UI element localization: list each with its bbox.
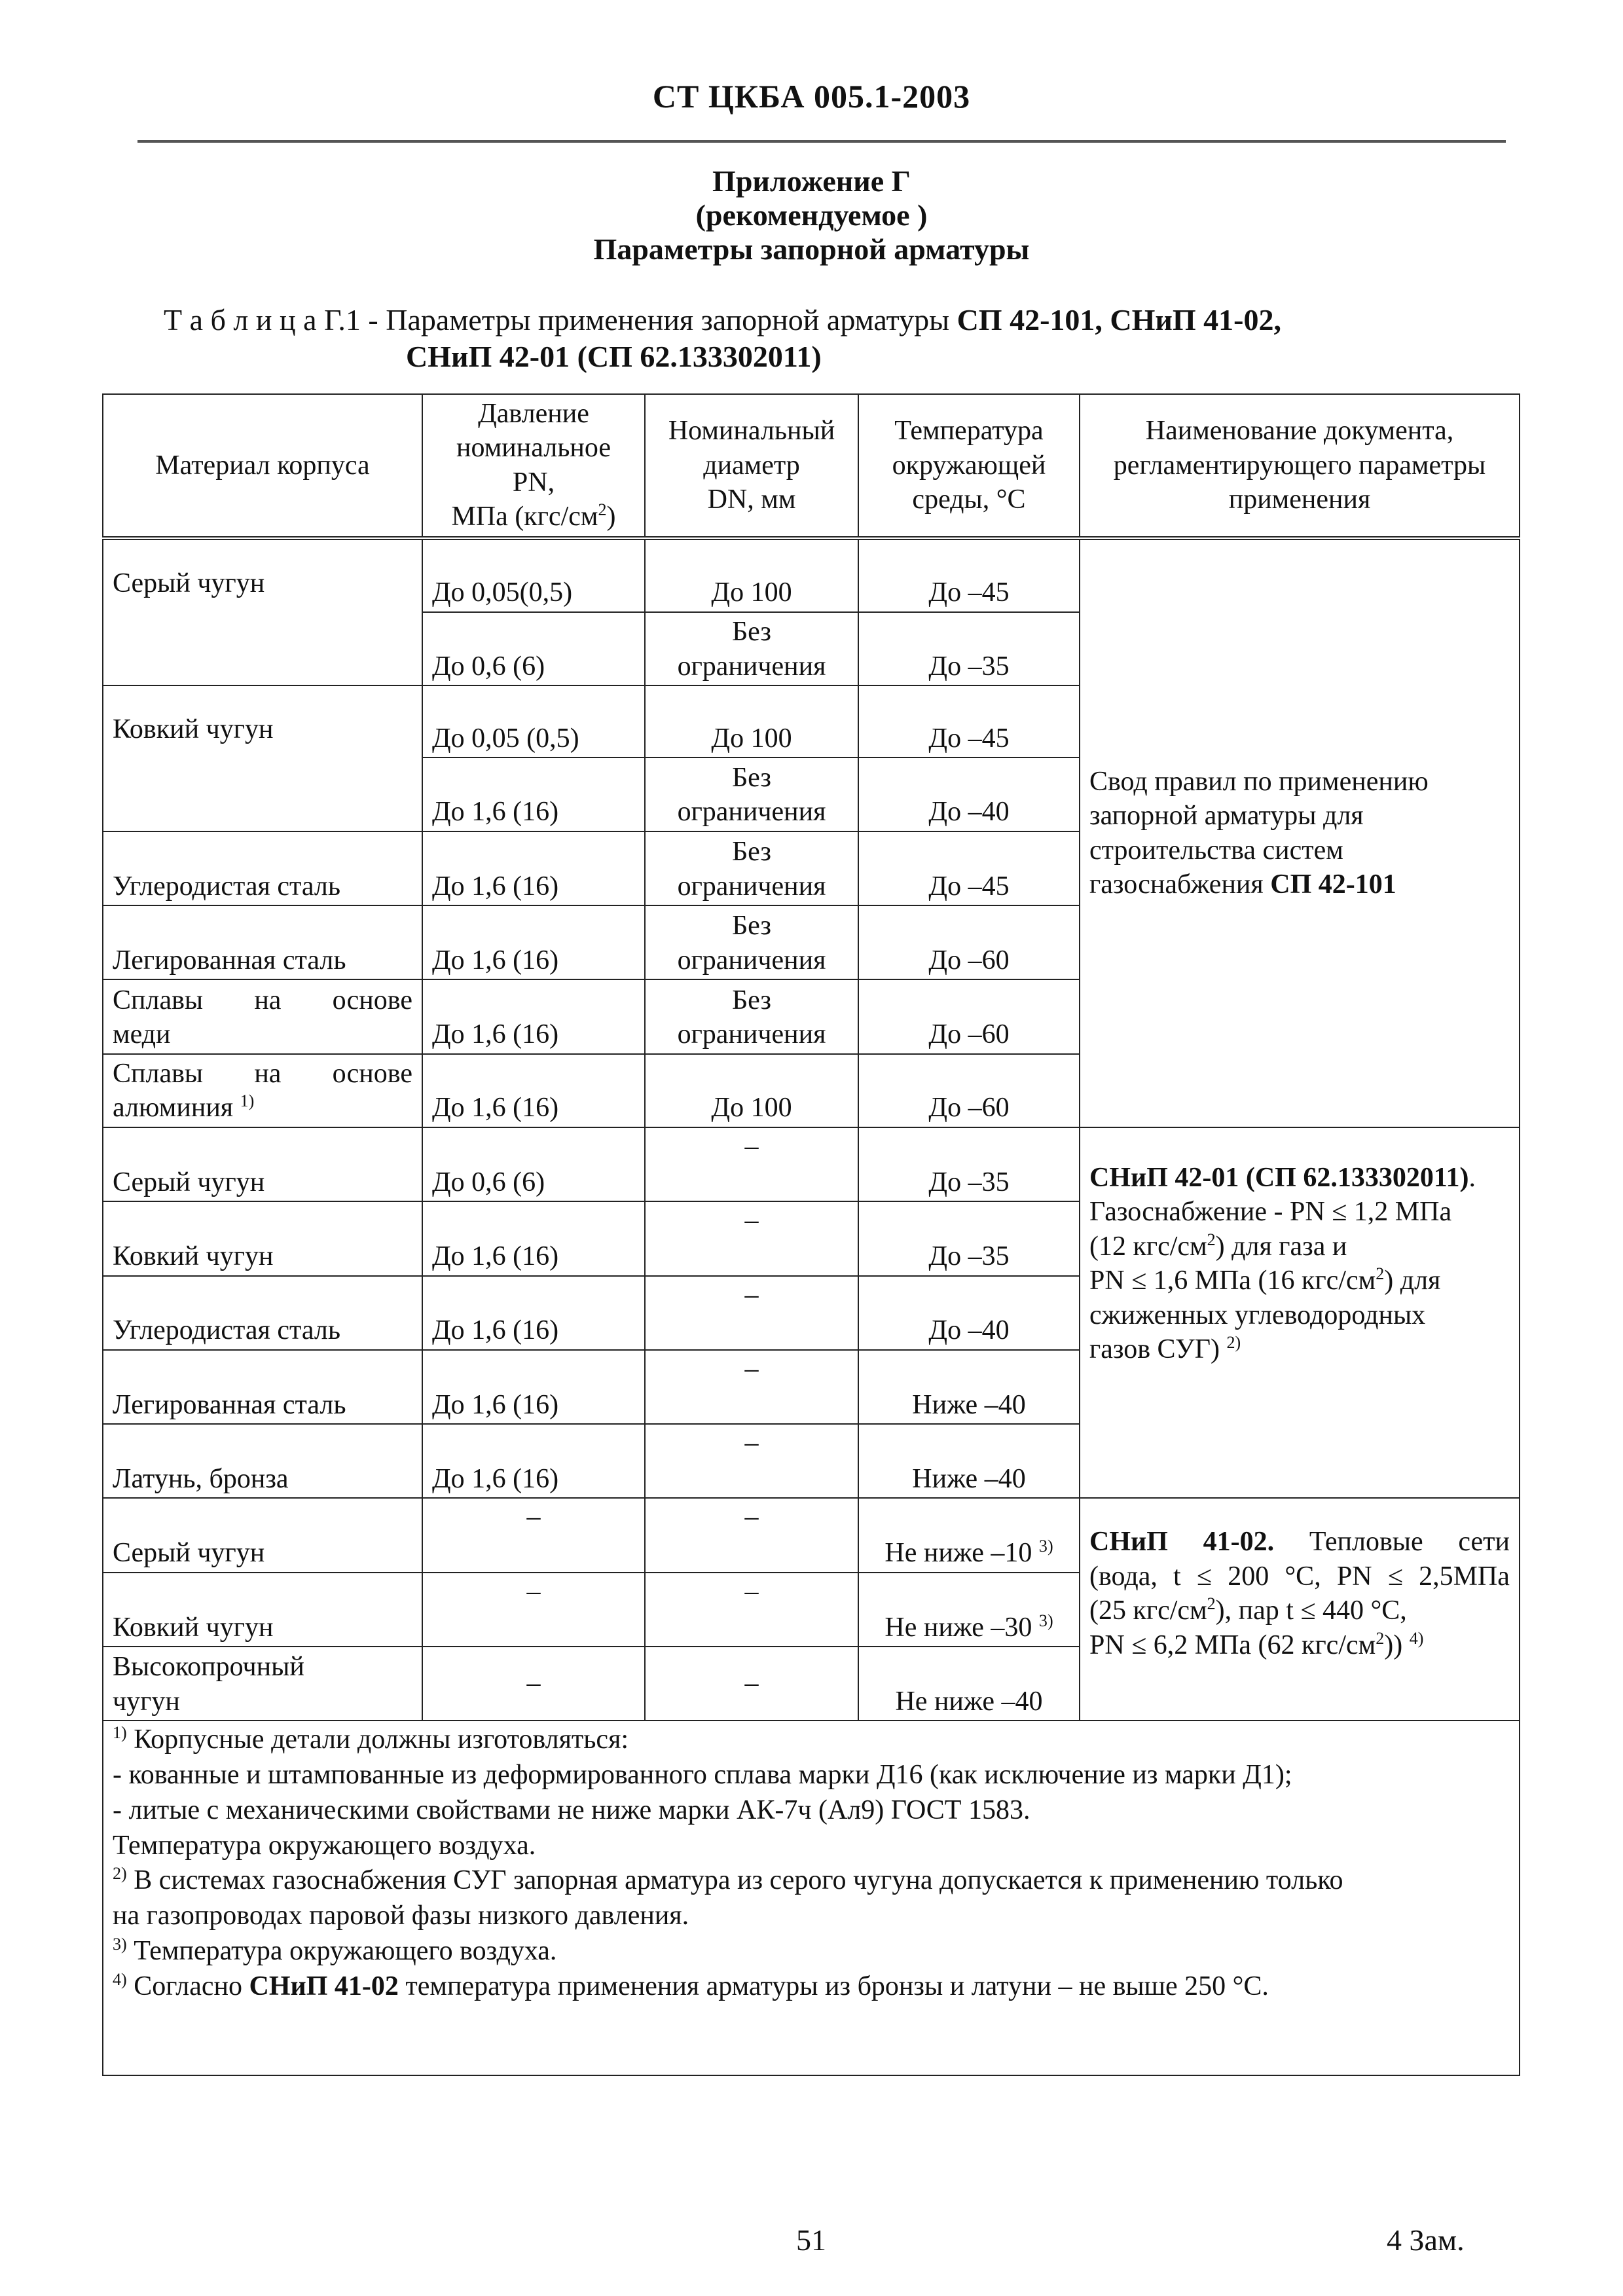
material-cell: Ковкий чугун xyxy=(103,1573,422,1647)
temperature-cell: До –60 xyxy=(858,1054,1080,1127)
pressure-cell: До 1,6 (16) xyxy=(422,757,645,831)
document-code: СТ ЦКБА 005.1-2003 xyxy=(652,78,971,115)
material-cell: Углеродистая сталь xyxy=(103,831,422,905)
caption-line2: СНиП 42-01 (СП 62.133302011) xyxy=(406,340,822,373)
pressure-cell: До 0,05(0,5) xyxy=(422,538,645,612)
temperature-cell: Ниже –40 xyxy=(858,1350,1080,1424)
pressure-cell: До 1,6 (16) xyxy=(422,831,645,905)
material-cell: Легированная сталь xyxy=(103,905,422,979)
pressure-cell: – xyxy=(422,1647,645,1721)
material-cell: Серый чугун xyxy=(103,1498,422,1572)
material-cell: Углеродистая сталь xyxy=(103,1276,422,1350)
appendix-title: Приложение Г xyxy=(712,164,911,198)
note-4: $^{4)}$ Согласно СНиП 41-02 температура применения арматуры из бронзы и латуни – не выше 250 °С. xyxy=(113,1969,1269,2001)
table-row xyxy=(103,538,1520,612)
diameter-cell: Без ограничения xyxy=(645,612,858,685)
material-cell: Ковкий чугун xyxy=(103,1201,422,1275)
temperature-cell: До –60 xyxy=(858,905,1080,979)
pressure-cell: До 1,6 (16) xyxy=(422,1276,645,1350)
table-caption xyxy=(164,302,1281,337)
temperature-cell: До –45 xyxy=(858,685,1080,757)
document-cell-sp-42-101: Свод правил по применению запорной арматуры для строительства систем газоснабжения СП 42-101 xyxy=(1080,538,1520,1127)
material-cell: Ковкий чугун xyxy=(103,685,422,831)
pressure-cell: До 1,6 (16) xyxy=(422,979,645,1053)
appendix-subtitle: Параметры запорной арматуры xyxy=(593,232,1030,266)
col-pressure: Давление номинальное PN, МПа $(кгс/см^2)$ xyxy=(422,394,645,538)
diameter-cell: – xyxy=(645,1127,858,1201)
temperature-cell: Ниже –40 xyxy=(858,1424,1080,1498)
temperature-cell: До –40 xyxy=(858,1276,1080,1350)
note-1: $^{1)}$ Корпусные детали должны изготовляться: xyxy=(113,1723,629,1755)
change-note: 4 Зам. xyxy=(1387,2223,1465,2257)
material-cell: Сплавы на основе меди xyxy=(103,979,422,1053)
appendix-status: (рекомендуемое ) xyxy=(695,198,928,232)
header-rule xyxy=(137,140,1506,143)
col-nominal-diameter: Номинальный диаметр DN, мм xyxy=(645,394,858,538)
temperature-cell: До –40 xyxy=(858,757,1080,831)
note-2: $^{2)}$ В системах газоснабжения СУГ запорная арматура из серого чугуна допускается к применению только xyxy=(113,1864,1343,1896)
note-3: $^{3)}$ Температура окружающего воздуха. xyxy=(113,1934,557,1966)
pressure-cell: До 1,6 (16) xyxy=(422,1350,645,1424)
diameter-cell: – xyxy=(645,1350,858,1424)
temperature-cell: До –45 xyxy=(858,538,1080,612)
pressure-cell: До 0,05 (0,5) xyxy=(422,685,645,757)
pressure-cell: До 1,6 (16) xyxy=(422,1054,645,1127)
temperature-cell: До –35 xyxy=(858,1201,1080,1275)
col-temperature: Температура окружающей среды, °С xyxy=(858,394,1080,538)
diameter-cell: – xyxy=(645,1201,858,1275)
page-number: 51 xyxy=(796,2223,826,2257)
col-material: Материал корпуса xyxy=(103,394,422,538)
diameter-cell: – xyxy=(645,1276,858,1350)
temperature-cell: До –35 xyxy=(858,1127,1080,1201)
table-row xyxy=(103,1498,1520,1572)
pressure-cell: – xyxy=(422,1498,645,1572)
pressure-cell: До 0,6 (6) xyxy=(422,1127,645,1201)
material-cell: Сплавы на основе алюминия $^{1)}$ xyxy=(103,1054,422,1127)
pressure-cell: До 1,6 (16) xyxy=(422,1424,645,1498)
diameter-cell: До 100 xyxy=(645,685,858,757)
parameters-table xyxy=(102,393,1520,2076)
diameter-cell: Без ограничения xyxy=(645,905,858,979)
diameter-cell: – xyxy=(645,1647,858,1721)
caption-bold-docs: СП 42-101, СНиП 41-02, xyxy=(957,303,1281,337)
temperature-cell: До –35 xyxy=(858,612,1080,685)
diameter-cell: – xyxy=(645,1424,858,1498)
pressure-cell: До 1,6 (16) xyxy=(422,905,645,979)
diameter-cell: Без ограничения xyxy=(645,831,858,905)
diameter-cell: До 100 xyxy=(645,538,858,612)
temperature-cell: Не ниже –30 $^{3)}$ xyxy=(858,1573,1080,1647)
diameter-cell: – xyxy=(645,1498,858,1572)
notes-row xyxy=(103,1721,1520,2075)
notes-cell: $^{1)}$ Корпусные детали должны изготовляться: - кованные и штампованные из деформированного сплава марки Д16 (как исключение из марки Д1); - литые с механическими свойствами не ниже марки АК-7ч (Ал9) ГОСТ 1583. Температура окружающего воздуха. $^{2)}$ В системах газоснабжения СУГ запорная арматура из серого чугуна допускается к применению только на газопроводах паровой фазы низкого давления. $^{3)}$ Температура окружающего воздуха. $^{4)}$ Согласно СНиП 41-02 температура применения арматуры из бронзы и латуни – не выше 250 °С. xyxy=(103,1721,1520,2075)
temperature-cell: До –60 xyxy=(858,979,1080,1053)
diameter-cell: Без ограничения xyxy=(645,757,858,831)
temperature-cell: До –45 xyxy=(858,831,1080,905)
table-header-row xyxy=(103,394,1520,538)
diameter-cell: До 100 xyxy=(645,1054,858,1127)
diameter-cell: – xyxy=(645,1573,858,1647)
caption-prefix: Т а б л и ц а Г.1 - Параметры применения запорной арматуры xyxy=(164,303,957,337)
material-cell: Серый чугун xyxy=(103,1127,422,1201)
pressure-cell: До 1,6 (16) xyxy=(422,1201,645,1275)
diameter-cell: Без ограничения xyxy=(645,979,858,1053)
document-cell-snip-41-02: СНиП 41-02. Тепловые сети (вода, t ≤ 200 °С, PN ≤ 2,5МПа (25 кгс/$см^2$), пар t ≤ 440 °С, PN ≤ 6,2 МПа (62 кгс/$см^2$)) $^{4)}$ xyxy=(1080,1498,1520,1721)
material-cell: Латунь, бронза xyxy=(103,1424,422,1498)
table-row xyxy=(103,1127,1520,1201)
temperature-cell: Не ниже –10 $^{3)}$ xyxy=(858,1498,1080,1572)
col-document: Наименование документа, регламентирующего параметры применения xyxy=(1080,394,1520,538)
pressure-cell: – xyxy=(422,1573,645,1647)
material-cell: Легированная сталь xyxy=(103,1350,422,1424)
document-cell-snip-42-01: СНиП 42-01 (СП 62.133302011). Газоснабжение - PN ≤ 1,2 МПа (12 кгс/$см^2$) для газа и PN ≤ 1,6 МПа (16 кгс/$см^2$) для сжиженных углеводородных газов СУГ) $^{2)}$ xyxy=(1080,1127,1520,1498)
temperature-cell: Не ниже –40 xyxy=(858,1647,1080,1721)
pressure-cell: До 0,6 (6) xyxy=(422,612,645,685)
material-cell: Серый чугун xyxy=(103,538,422,686)
material-cell: Высокопрочный чугун xyxy=(103,1647,422,1721)
